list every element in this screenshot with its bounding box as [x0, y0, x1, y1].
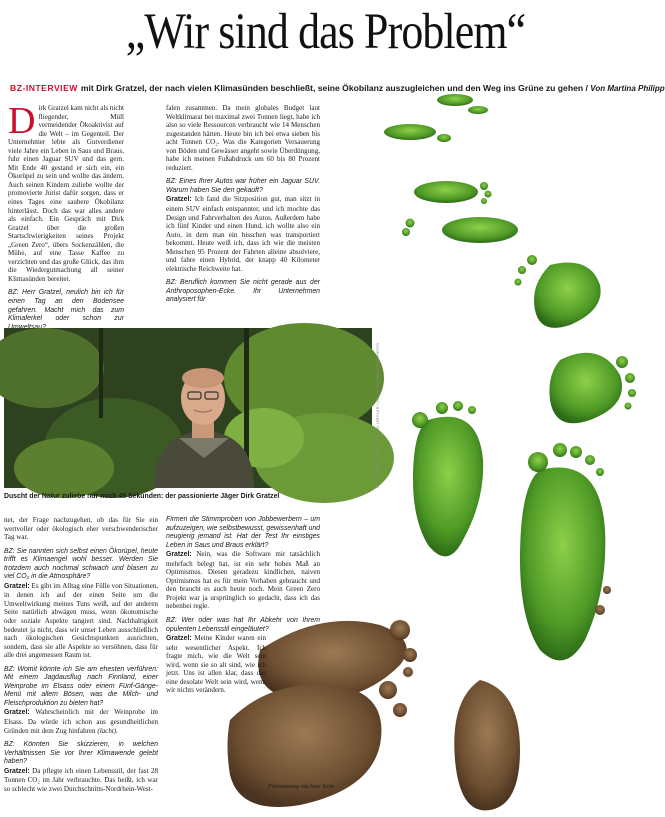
- grass-footprint-icon: [515, 255, 601, 328]
- question-8: BZ: Wer oder was hat Ihr Abkehr von Ihrem opulenten Lebensstil eingeläutet?: [166, 617, 320, 633]
- answer-4: Es gibt im Alltag eine Fülle von Situationen, in denen ich auf der einen Seite um die Umweltwirkung meines Tuns weiß, auf der anderen Seite natürlich abwägen muss, wenn ökonomische oder soziale Aspekte tangiert sind. Nachhaltigkeit bedeutet ja nicht, dass wir unser Leben ausschließlich nach ökologischen Gesichtspunkten ausrichten, sondern, dass sie alle Aspekte so versöhnen, dass für alle drei angemessen Raum ist.: [4, 581, 158, 660]
- intro-text: irk Gratzel kam nicht als nicht fliegender, Müll vermeidender Ökoaktivist auf die Welt – im Gegenteil. Der Unternehmer lebte als Gutverdiener viele Jahre ein Leben in Saus und Braus, fuhr einen Jaguar SUV und das gern. Mit Ende 40 gestand er sich ein, ein Ökorüpel zu sein und wollte das ändern. Auch seinen Kindern zuliebe wollte der promovierte Jurist dafür sorgen, dass er eines Tages eine saubere Ökobilanz hinterlässt. Doch das war alles andere als einfach. Ein Gespräch mit Dirk Gratzel über die großen Startschwierigkeiten seines Projekt „Green Zero“, übers Sockenzählen, die Mühe, auf eine Tasse Kaffee zu verzichten und das große Glück, das ihm die Wiedergutmachung all seiner Klimasünden bereitet.: [8, 104, 124, 283]
- grass-footprint-icon: [412, 401, 483, 556]
- answer-label: Gratzel:: [166, 635, 192, 643]
- answer-5: Wahrscheinlich mit der Weinprobe im Elsass. Da würde ich schon aus gesundheitlichen Gründen mit dem Zug hinfahren: [4, 708, 158, 735]
- paragraph: net, der Frage nachzugehen, ob das für Sie ein wertvoller oder ökologisch eher verschwenderischer Tag war.: [4, 516, 158, 542]
- author-byline: Von Martina Philipp: [590, 84, 665, 93]
- answer-label: Gratzel:: [4, 767, 30, 775]
- deck-text: mit Dirk Gratzel, der nach vielen Klimasünden beschließt, seine Ökobilanz auszugleichen und den Weg ins Grüne zu gehen /: [80, 83, 588, 93]
- kicker: BZ-INTERVIEW: [10, 83, 78, 93]
- grass-footprint-icon: [402, 217, 518, 243]
- question-continued: Firmen die Stimmproben von Jobbewerbern – um aufzuzeigen, wie selbstbewusst, gewissenhaft und neugierig jemand ist. Hat der Test Ihr einstiges Leben in Saus und Braus erklärt?: [166, 516, 320, 549]
- grass-footprint-icon: [384, 124, 451, 142]
- answer-2: Ich fand die Sitzposition gut, man sitzt in einem SUV einfach entspannter, und ich mochte das Design und Fahrverhalten des Autos. Außerdem habe ich fünf Kinder und einen Hund, ich wollte also ein Auto, in dem man ein bisschen was transportiert bekommt. Heute weiß ich, dass ich wie die meisten Menschen 95 Prozent der Fahrten alleine absolviere, und fahre einen Hybrid, der knapp 40 Kilometer elektrische Reichweite hat.: [166, 195, 320, 273]
- column-2: [166, 104, 320, 305]
- column-4: [166, 516, 320, 695]
- forest-portrait-image: [4, 328, 372, 488]
- answer-label: Gratzel:: [4, 709, 30, 717]
- answer-5-tail: (lacht).: [97, 726, 118, 735]
- grass-footprint-icon: [549, 353, 636, 424]
- answer-label: Gratzel:: [166, 196, 192, 204]
- column-3: [4, 516, 158, 793]
- dropcap: D: [8, 100, 36, 142]
- question-6: BZ: Könnten Sie skizzieren, in welchen Verhältnissen Sie vor Ihrer Klimawende gelebt haben?: [4, 741, 158, 766]
- answer-label: Gratzel:: [166, 551, 192, 559]
- question-5: BZ: Womit könnte ich Sie am ehesten verführen: Mit einem Jagdausflug nach Finnland, einer Weinprobe im Elsass oder einem Fünf-Gänge-Menü mit allem Bösen, was die Milch- und Fleischproduktion zu bieten hat?: [4, 665, 158, 707]
- question-3: BZ: Beruflich kommen Sie nicht gerade aus der Anthroposophen-Ecke. Ihr Unternehmen analysiert für: [166, 279, 320, 304]
- headline: „Wir sind das Problem“: [125, 4, 526, 60]
- soil-footprint-icon: [454, 680, 520, 810]
- question-1: BZ: Herr Gratzel, neulich bin ich für einen Tag an den Bodensee gefahren. Macht mich das zum Klimaferkel oder schon zur: [8, 289, 124, 323]
- answer-8: Meine Kinder waren ein sehr wesentlicher Aspekt. Ich fragte mich, wie die Welt sein wird, wenn sie so alt sind, wie ich jetzt. Uns ist allen klar, dass das eine desolate Welt sein wird, wenn wir nichts verändern.: [166, 634, 266, 695]
- continued-note: Fortsetzung nächste Seite: [268, 783, 335, 790]
- answer-label: Gratzel:: [4, 582, 30, 590]
- question-2: BZ: Eines Ihrer Autos war früher ein Jaguar SUV. Warum haben Sie den gekauft?: [166, 178, 320, 194]
- grass-footprint-icon: [414, 181, 492, 204]
- photo-credit: FOTO: MARKUS GOTTA / BRUNO LÖFFLER / GETTY IMAGES/ISTOCKPHOTO: [375, 343, 380, 488]
- paragraph: falen zusammen. Da mein globales Budget laut Weltklimarat bei maximal zwei Tonnen liegt, habe ich also so viele Ressourcen verbraucht wie 14 Menschen zugestanden hätten. Heute bin ich bei etwa sieben bis acht Tonnen CO₂. Was die Kategorien Versauerung von Böden und Gewässer angeht sowie Überdüngung, habe ich meinen Fußabdruck um 60 bis 80 Prozent reduziert.: [166, 104, 320, 172]
- portrait-photo: [4, 328, 372, 488]
- grass-footprint-icon: [520, 443, 611, 660]
- photo-caption: Duscht der Natur zuliebe nur noch 45 Sekunden: der passionierte Jäger Dirk Gratzel: [4, 493, 280, 500]
- answer-6: Da pflegte ich einen Lebensstil, der fast 28 Tonnen CO₂ im Jahr verbrauchte. Das heißt, ich war so schlecht wie zwei Durchschnitts-Nordrhein-West-: [4, 766, 158, 793]
- question-4: BZ: Sie nannten sich selbst einen Ökorüpel, heute trifft es Klimaengel wohl besser. Werden Sie trotzdem auch nochmal schwach und blasen zu viel CO₂ in die Atmosphäre?: [4, 547, 158, 581]
- grass-footprint-icon: [437, 94, 488, 114]
- answer-7: Nein, was die Software mir tatsächlich mehrfach belegt hat, ist ein sehr hohes Maß an Optimismus. Diesen geradezu kindlichen, naiven Optimismus hat es für mein Vorhaben gebraucht und den braucht es auch heute noch. Mein Green Zero Projekt war ja ursprünglich so gedacht, dass ich das nebenbei regle.: [166, 550, 320, 611]
